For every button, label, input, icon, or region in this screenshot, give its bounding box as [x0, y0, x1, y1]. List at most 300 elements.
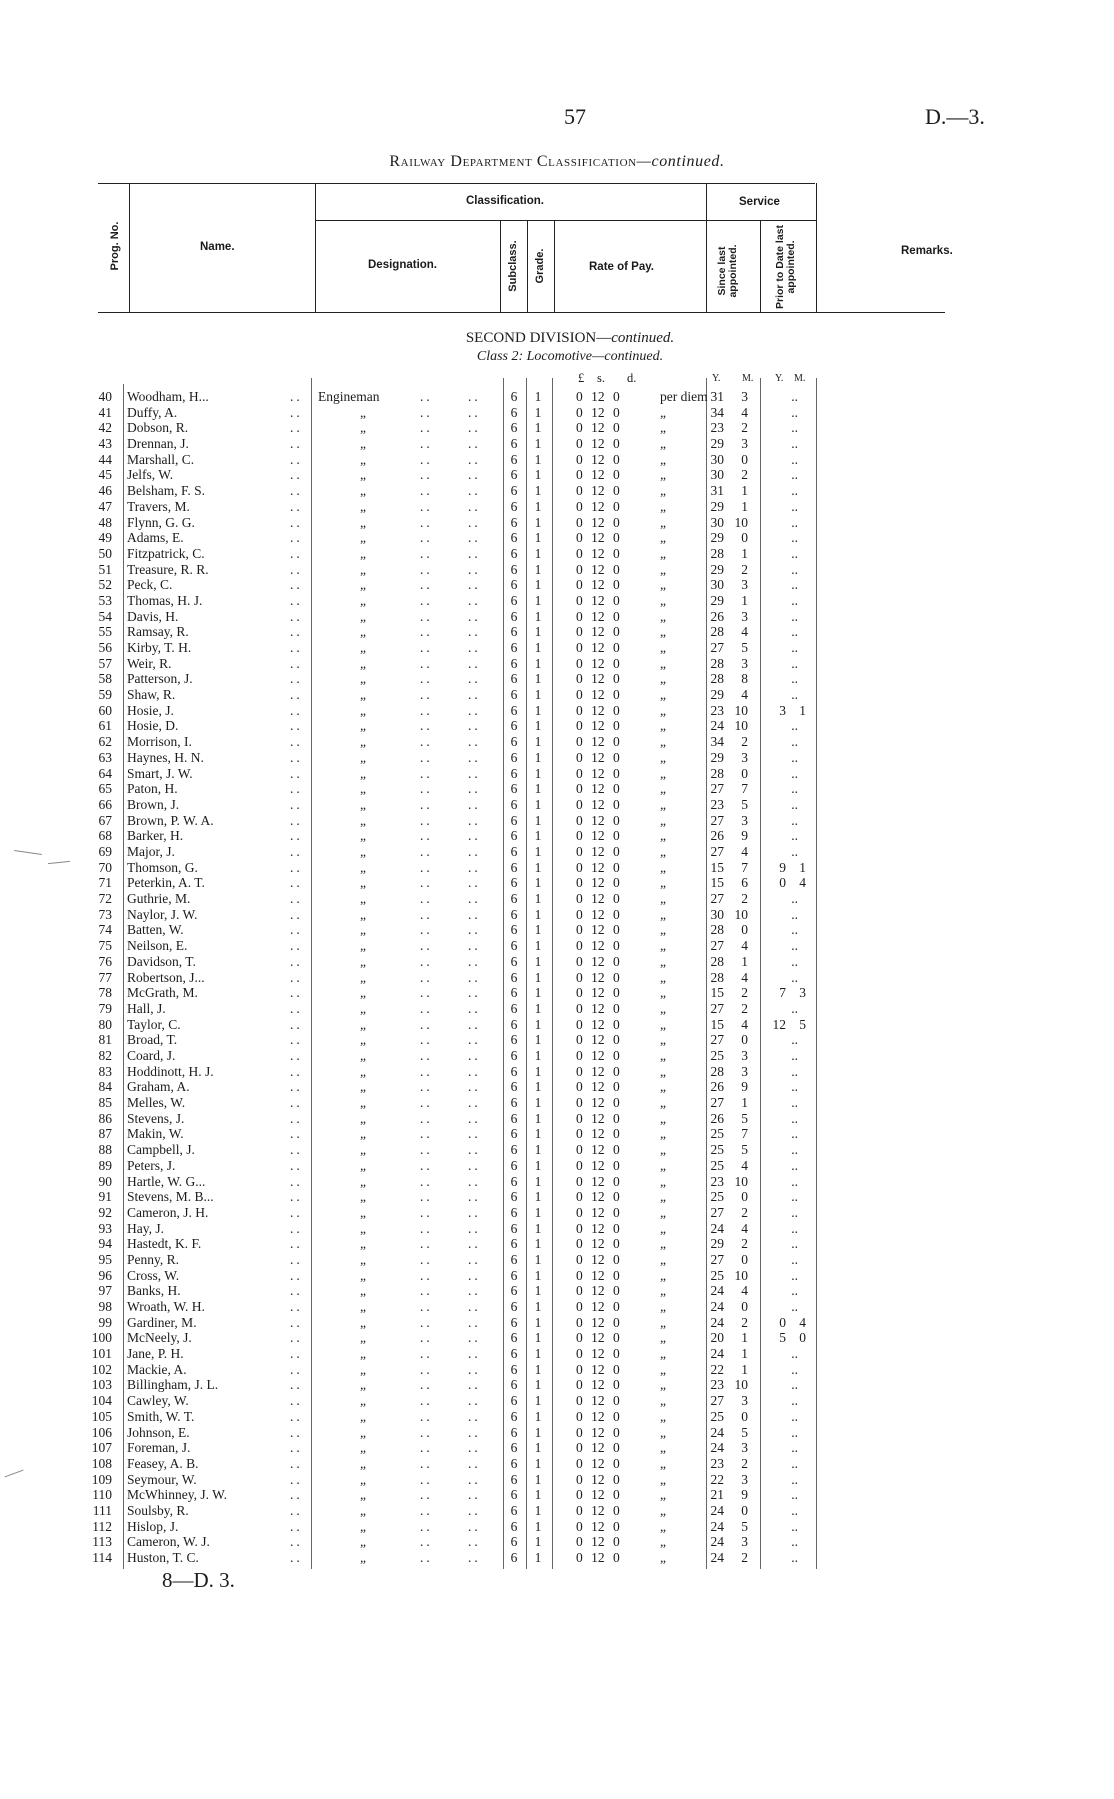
name-cell: Cameron, W. J. — [127, 1534, 210, 1550]
header-rate-of-pay: Rate of Pay. — [589, 261, 654, 273]
name-cell: Robertson, J... — [127, 969, 205, 985]
table-row — [0, 1487, 1114, 1503]
table-row — [0, 1252, 1114, 1268]
leader-dots: .. — [420, 702, 433, 718]
leader-dots: .. — [420, 1126, 433, 1142]
leader-dots: .. — [290, 891, 303, 907]
prior-dots: .. — [791, 891, 798, 907]
since-years-cell: 26 — [710, 1110, 724, 1126]
since-months-cell: 5 — [741, 1518, 748, 1534]
leader-dots: .. — [468, 1377, 481, 1393]
pay-period-cell: „ — [660, 1518, 666, 1534]
since-months-cell: 1 — [741, 1361, 748, 1377]
since-years-cell: 23 — [710, 702, 724, 718]
prior-dots: .. — [791, 404, 798, 420]
prior-dots: .. — [791, 1063, 798, 1079]
leader-dots: .. — [420, 922, 433, 938]
designation-cell: „ — [360, 1408, 366, 1424]
leader-dots: .. — [290, 906, 303, 922]
since-years-cell: 15 — [710, 859, 724, 875]
rate-of-pay-cell: 0 12 0 — [576, 938, 620, 954]
leader-dots: .. — [468, 859, 481, 875]
table-row — [0, 970, 1114, 986]
leader-dots: .. — [420, 1330, 433, 1346]
leader-dots: .. — [290, 1471, 303, 1487]
subclass-cell: 6 — [510, 1251, 518, 1267]
grade-cell: 1 — [534, 561, 542, 577]
prog-no-cell: 67 — [98, 812, 112, 828]
pay-period-cell: „ — [660, 436, 666, 452]
leader-dots: .. — [420, 467, 433, 483]
grade-cell: 1 — [534, 859, 542, 875]
pay-period-cell: „ — [660, 749, 666, 765]
name-cell: Morrison, I. — [127, 734, 192, 750]
since-years-cell: 27 — [710, 1393, 724, 1409]
pay-period-cell: „ — [660, 1236, 666, 1252]
prog-no-cell: 88 — [98, 1142, 112, 1158]
prog-no-cell: 49 — [98, 530, 112, 546]
prog-no-cell: 110 — [92, 1487, 112, 1503]
title-main: Railway Department Classification — [389, 153, 637, 170]
leader-dots: .. — [468, 1283, 481, 1299]
name-cell: Cross, W. — [127, 1267, 180, 1283]
leader-dots: .. — [468, 953, 481, 969]
subclass-cell: 6 — [510, 781, 518, 797]
rate-of-pay-cell: 0 12 0 — [576, 891, 620, 907]
since-years-cell: 27 — [710, 1251, 724, 1267]
leader-dots: .. — [468, 1110, 481, 1126]
pay-period-cell: „ — [660, 1502, 666, 1518]
prog-no-cell: 77 — [98, 969, 112, 985]
rate-of-pay-cell: 0 12 0 — [576, 922, 620, 938]
prog-no-cell: 99 — [98, 1314, 112, 1330]
leader-dots: .. — [290, 1000, 303, 1016]
prior-months-cell: 4 — [799, 875, 806, 891]
since-months-cell: 5 — [741, 1110, 748, 1126]
table-row — [0, 891, 1114, 907]
pay-period-cell: „ — [660, 687, 666, 703]
since-months-cell: 3 — [741, 1440, 748, 1456]
rate-of-pay-cell: 0 12 0 — [576, 1079, 620, 1095]
since-years-cell: 23 — [710, 420, 724, 436]
designation-cell: „ — [360, 1361, 366, 1377]
prior-years-cell: 7 — [779, 985, 786, 1001]
leader-dots: .. — [468, 404, 481, 420]
pay-period-cell: „ — [660, 1079, 666, 1095]
leader-dots: .. — [420, 1440, 433, 1456]
since-months-cell: 2 — [741, 467, 748, 483]
pay-period-cell: „ — [660, 1189, 666, 1205]
designation-cell: „ — [360, 1518, 366, 1534]
leader-dots: .. — [420, 1157, 433, 1173]
leader-dots: .. — [468, 420, 481, 436]
prog-no-cell: 104 — [91, 1393, 112, 1409]
pay-period-cell: „ — [660, 1393, 666, 1409]
since-months-cell: 9 — [741, 828, 748, 844]
grade-cell: 1 — [534, 1534, 542, 1550]
name-cell: Hay, J. — [127, 1220, 164, 1236]
leader-dots: .. — [420, 859, 433, 875]
since-years-cell: 27 — [710, 891, 724, 907]
prog-no-cell: 71 — [98, 875, 112, 891]
prior-years-cell: 0 — [779, 1314, 786, 1330]
prog-no-cell: 44 — [98, 451, 112, 467]
designation-cell: „ — [360, 640, 366, 656]
subclass-cell: 6 — [510, 1000, 518, 1016]
subclass-cell: 6 — [510, 1299, 518, 1315]
leader-dots: .. — [290, 1283, 303, 1299]
table-row — [0, 1315, 1114, 1331]
prior-months-cell: 3 — [799, 985, 806, 1001]
since-years-cell: 29 — [710, 561, 724, 577]
pay-period-cell: „ — [660, 1424, 666, 1440]
prog-no-cell: 79 — [98, 1000, 112, 1016]
prior-dots: .. — [791, 498, 798, 514]
pay-period-cell: „ — [660, 1299, 666, 1315]
rate-of-pay-cell: 0 12 0 — [576, 671, 620, 687]
grade-cell: 1 — [534, 1361, 542, 1377]
since-years-cell: 27 — [710, 781, 724, 797]
pay-period-cell: „ — [660, 1267, 666, 1283]
leader-dots: .. — [468, 1502, 481, 1518]
subclass-cell: 6 — [510, 828, 518, 844]
prior-dots: .. — [791, 1000, 798, 1016]
leader-dots: .. — [290, 451, 303, 467]
grade-cell: 1 — [534, 1142, 542, 1158]
leader-dots: .. — [420, 1314, 433, 1330]
table-row — [0, 1283, 1114, 1299]
name-cell: Makin, W. — [127, 1126, 184, 1142]
pay-period-cell: „ — [660, 420, 666, 436]
leader-dots: .. — [420, 671, 433, 687]
designation-cell: „ — [360, 436, 366, 452]
leader-dots: .. — [420, 734, 433, 750]
leader-dots: .. — [420, 420, 433, 436]
designation-cell: „ — [360, 1032, 366, 1048]
designation-cell: „ — [360, 577, 366, 593]
leader-dots: .. — [290, 1016, 303, 1032]
prog-no-cell: 87 — [98, 1126, 112, 1142]
prog-no-cell: 94 — [98, 1236, 112, 1252]
unit-pounds: £ — [578, 371, 585, 385]
pay-period-cell: „ — [660, 1063, 666, 1079]
leader-dots: .. — [420, 796, 433, 812]
subclass-cell: 6 — [510, 640, 518, 656]
prog-no-cell: 90 — [98, 1173, 112, 1189]
prog-no-cell: 40 — [98, 389, 112, 404]
grade-cell: 1 — [534, 749, 542, 765]
rate-of-pay-cell: 0 12 0 — [576, 1299, 620, 1315]
leader-dots: .. — [290, 1299, 303, 1315]
prior-dots: .. — [791, 655, 798, 671]
prog-no-cell: 63 — [98, 749, 112, 765]
subclass-cell: 6 — [510, 1220, 518, 1236]
since-months-cell: 10 — [734, 1377, 748, 1393]
grade-cell: 1 — [534, 1518, 542, 1534]
rate-of-pay-cell: 0 12 0 — [576, 1455, 620, 1471]
subclass-cell: 6 — [510, 436, 518, 452]
since-years-cell: 15 — [710, 985, 724, 1001]
prog-no-cell: 89 — [98, 1157, 112, 1173]
designation-cell: „ — [360, 1189, 366, 1205]
designation-cell: „ — [360, 1330, 366, 1346]
prior-dots: .. — [791, 1032, 798, 1048]
prog-no-cell: 57 — [98, 655, 112, 671]
since-months-cell: 3 — [741, 749, 748, 765]
leader-dots: .. — [420, 1251, 433, 1267]
rate-of-pay-cell: 0 12 0 — [576, 451, 620, 467]
leader-dots: .. — [290, 859, 303, 875]
pay-period-cell: „ — [660, 1550, 666, 1566]
since-years-cell: 28 — [710, 1063, 724, 1079]
prog-no-cell: 75 — [98, 938, 112, 954]
subclass-cell: 6 — [510, 1330, 518, 1346]
leader-dots: .. — [420, 1000, 433, 1016]
prior-dots: .. — [791, 922, 798, 938]
leader-dots: .. — [290, 467, 303, 483]
pay-period-cell: „ — [660, 796, 666, 812]
since-years-cell: 20 — [710, 1330, 724, 1346]
since-months-cell: 1 — [741, 1095, 748, 1111]
designation-cell: „ — [360, 561, 366, 577]
leader-dots: .. — [420, 608, 433, 624]
rate-of-pay-cell: 0 12 0 — [576, 1534, 620, 1550]
since-years-cell: 25 — [710, 1267, 724, 1283]
name-cell: Guthrie, M. — [127, 891, 191, 907]
rate-of-pay-cell: 0 12 0 — [576, 1518, 620, 1534]
since-months-cell: 10 — [734, 718, 748, 734]
rate-of-pay-cell: 0 12 0 — [576, 1393, 620, 1409]
leader-dots: .. — [290, 953, 303, 969]
since-years-cell: 21 — [710, 1487, 724, 1503]
rate-of-pay-cell: 0 12 0 — [576, 765, 620, 781]
since-months-cell: 3 — [741, 1063, 748, 1079]
name-cell: Stevens, J. — [127, 1110, 185, 1126]
pay-period-cell: „ — [660, 1016, 666, 1032]
table-row — [0, 452, 1114, 468]
leader-dots: .. — [420, 624, 433, 640]
grade-cell: 1 — [534, 467, 542, 483]
since-years-cell: 29 — [710, 592, 724, 608]
rate-of-pay-cell: 0 12 0 — [576, 1550, 620, 1566]
pay-period-cell: „ — [660, 1534, 666, 1550]
leader-dots: .. — [290, 498, 303, 514]
designation-cell: „ — [360, 1251, 366, 1267]
grade-cell: 1 — [534, 545, 542, 561]
designation-cell: „ — [360, 844, 366, 859]
leader-dots: .. — [468, 1518, 481, 1534]
subclass-cell: 6 — [510, 1502, 518, 1518]
rate-of-pay-cell: 0 12 0 — [576, 1424, 620, 1440]
leader-dots: .. — [420, 938, 433, 954]
designation-cell: „ — [360, 1000, 366, 1016]
table-row — [0, 1519, 1114, 1535]
name-cell: Davis, H. — [127, 608, 179, 624]
document-reference: D.—3. — [925, 104, 985, 129]
grade-cell: 1 — [534, 671, 542, 687]
designation-cell: „ — [360, 1346, 366, 1362]
leader-dots: .. — [290, 1346, 303, 1362]
prog-no-cell: 53 — [98, 592, 112, 608]
rate-of-pay-cell: 0 12 0 — [576, 1063, 620, 1079]
leader-dots: .. — [468, 577, 481, 593]
name-cell: Hastedt, K. F. — [127, 1236, 202, 1252]
pay-period-cell: „ — [660, 1346, 666, 1362]
name-cell: Jelfs, W. — [127, 467, 174, 483]
rate-of-pay-cell: 0 12 0 — [576, 1330, 620, 1346]
rate-of-pay-cell: 0 12 0 — [576, 436, 620, 452]
prog-no-cell: 85 — [98, 1095, 112, 1111]
subclass-cell: 6 — [510, 765, 518, 781]
grade-cell: 1 — [534, 514, 542, 530]
designation-cell: „ — [360, 1095, 366, 1111]
pay-period-cell: „ — [660, 1095, 666, 1111]
subclass-cell: 6 — [510, 938, 518, 954]
leader-dots: .. — [420, 404, 433, 420]
since-years-cell: 25 — [710, 1157, 724, 1173]
pay-period-cell: „ — [660, 592, 666, 608]
prior-dots: .. — [791, 1157, 798, 1173]
pay-period-cell: „ — [660, 1000, 666, 1016]
leader-dots: .. — [420, 828, 433, 844]
leader-dots: .. — [290, 671, 303, 687]
prior-years-cell: 9 — [779, 859, 786, 875]
subclass-cell: 6 — [510, 875, 518, 891]
designation-cell: „ — [360, 906, 366, 922]
grade-cell: 1 — [534, 436, 542, 452]
grade-cell: 1 — [534, 451, 542, 467]
name-cell: Wroath, W. H. — [127, 1299, 205, 1315]
unit-years: Y. — [712, 373, 721, 384]
prog-no-cell: 113 — [92, 1534, 112, 1550]
designation-cell: „ — [360, 1063, 366, 1079]
prior-dots: .. — [791, 451, 798, 467]
leader-dots: .. — [468, 749, 481, 765]
leader-dots: .. — [468, 592, 481, 608]
designation-cell: „ — [360, 1110, 366, 1126]
leader-dots: .. — [420, 781, 433, 797]
leader-dots: .. — [290, 577, 303, 593]
table-row — [0, 405, 1114, 421]
prog-no-cell: 81 — [98, 1032, 112, 1048]
section-title-suffix: continued. — [611, 330, 675, 346]
leader-dots: .. — [468, 1550, 481, 1566]
leader-dots: .. — [290, 640, 303, 656]
leader-dots: .. — [468, 1534, 481, 1550]
since-years-cell: 27 — [710, 1032, 724, 1048]
since-months-cell: 3 — [741, 1393, 748, 1409]
since-months-cell: 3 — [741, 577, 748, 593]
leader-dots: .. — [290, 1361, 303, 1377]
leader-dots: .. — [290, 655, 303, 671]
leader-dots: .. — [468, 906, 481, 922]
prior-dots: .. — [791, 1550, 798, 1566]
grade-cell: 1 — [534, 953, 542, 969]
name-cell: Drennan, J. — [127, 436, 189, 452]
rate-of-pay-cell: 0 12 0 — [576, 592, 620, 608]
table-row — [0, 1377, 1114, 1393]
table-row — [0, 640, 1114, 656]
since-months-cell: 2 — [741, 561, 748, 577]
rate-of-pay-cell: 0 12 0 — [576, 1000, 620, 1016]
since-months-cell: 4 — [741, 1283, 748, 1299]
table-row — [0, 1425, 1114, 1441]
pay-period-cell: „ — [660, 608, 666, 624]
subclass-cell: 6 — [510, 906, 518, 922]
grade-cell: 1 — [534, 1204, 542, 1220]
leader-dots: .. — [468, 1267, 481, 1283]
prior-dots: .. — [791, 1126, 798, 1142]
leader-dots: .. — [290, 985, 303, 1001]
since-months-cell: 7 — [741, 859, 748, 875]
leader-dots: .. — [290, 1173, 303, 1189]
subclass-cell: 6 — [510, 1204, 518, 1220]
rate-of-pay-cell: 0 12 0 — [576, 1220, 620, 1236]
prior-months-cell: 1 — [799, 702, 806, 718]
prog-no-cell: 76 — [98, 953, 112, 969]
prior-dots: .. — [791, 734, 798, 750]
pay-period-cell: „ — [660, 1314, 666, 1330]
since-years-cell: 24 — [710, 1283, 724, 1299]
leader-dots: .. — [420, 1361, 433, 1377]
header-classification: Classification. — [466, 195, 544, 207]
page-number: 57 — [564, 104, 586, 129]
since-years-cell: 29 — [710, 436, 724, 452]
name-cell: Woodham, H... — [127, 389, 209, 404]
leader-dots: .. — [290, 781, 303, 797]
name-cell: Taylor, C. — [127, 1016, 181, 1032]
since-years-cell: 27 — [710, 1095, 724, 1111]
designation-cell: „ — [360, 953, 366, 969]
subclass-cell: 6 — [510, 545, 518, 561]
prior-dots: .. — [791, 812, 798, 828]
grade-cell: 1 — [534, 1016, 542, 1032]
prog-no-cell: 45 — [98, 467, 112, 483]
leader-dots: .. — [420, 451, 433, 467]
leader-dots: .. — [290, 530, 303, 546]
since-months-cell: 4 — [741, 1016, 748, 1032]
subclass-cell: 6 — [510, 1126, 518, 1142]
designation-cell: „ — [360, 859, 366, 875]
prog-no-cell: 86 — [98, 1110, 112, 1126]
subclass-cell: 6 — [510, 655, 518, 671]
prog-no-cell: 47 — [98, 498, 112, 514]
name-cell: Dobson, R. — [127, 420, 189, 436]
rate-of-pay-cell: 0 12 0 — [576, 655, 620, 671]
header-since-last-appointed: Since last appointed. — [716, 244, 739, 298]
prior-dots: .. — [791, 1502, 798, 1518]
since-months-cell: 0 — [741, 1032, 748, 1048]
leader-dots: .. — [420, 1189, 433, 1205]
leader-dots: .. — [290, 1032, 303, 1048]
leader-dots: .. — [290, 1502, 303, 1518]
name-cell: Hosie, J. — [127, 702, 174, 718]
grade-cell: 1 — [534, 577, 542, 593]
pay-period-cell: „ — [660, 1220, 666, 1236]
grade-cell: 1 — [534, 404, 542, 420]
leader-dots: .. — [420, 844, 433, 859]
prog-no-cell: 72 — [98, 891, 112, 907]
pay-period-cell: „ — [660, 1110, 666, 1126]
rate-of-pay-cell: 0 12 0 — [576, 1157, 620, 1173]
leader-dots: .. — [420, 514, 433, 530]
subclass-cell: 6 — [510, 859, 518, 875]
since-years-cell: 29 — [710, 530, 724, 546]
since-months-cell: 3 — [741, 1471, 748, 1487]
table-row — [0, 483, 1114, 499]
leader-dots: .. — [420, 875, 433, 891]
subclass-cell: 6 — [510, 467, 518, 483]
